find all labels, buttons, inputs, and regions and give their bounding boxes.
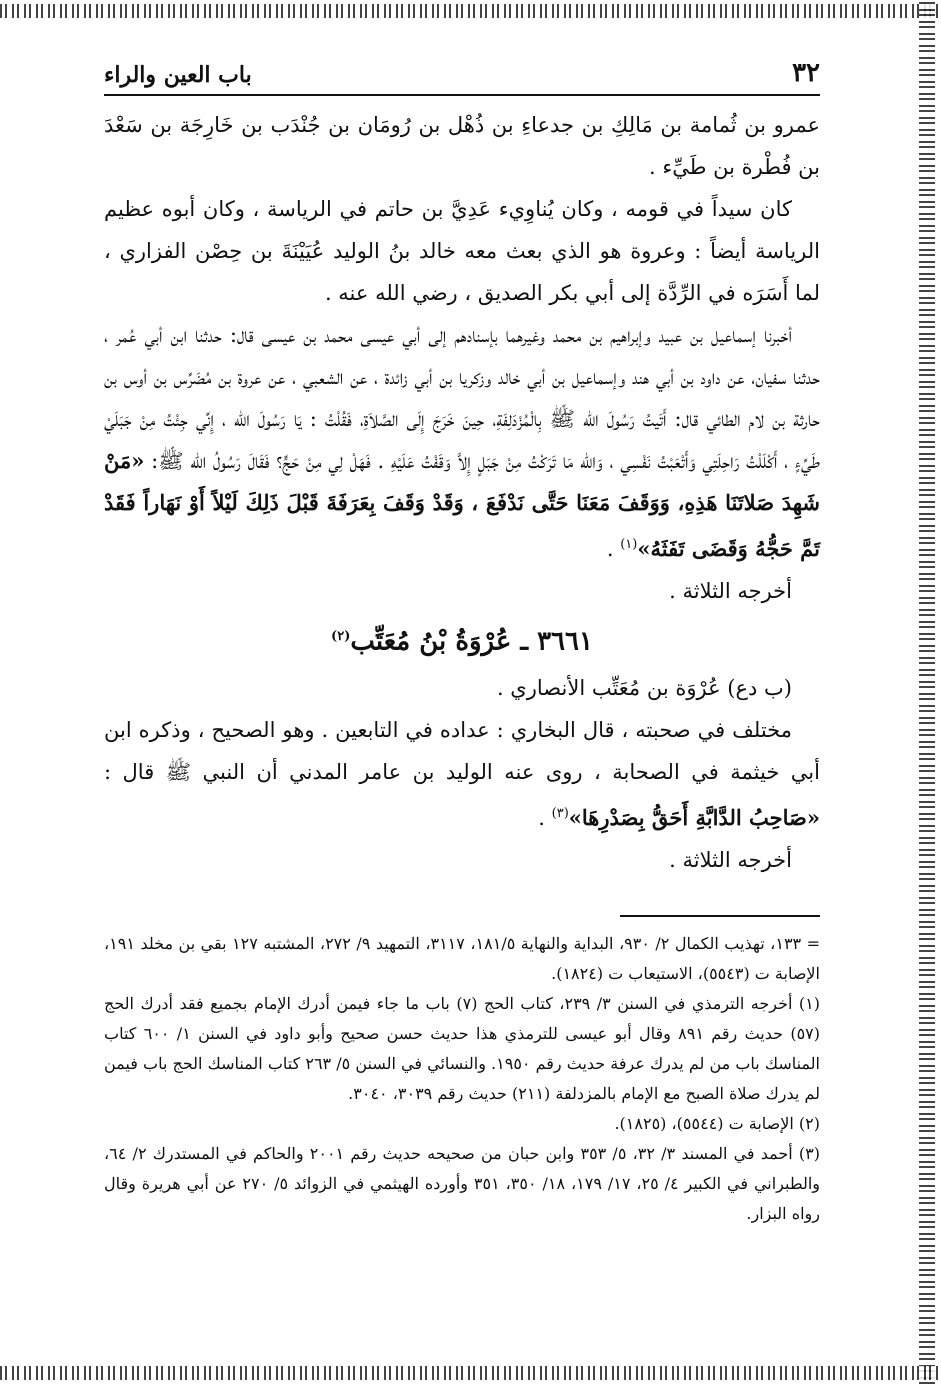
running-header	[104, 58, 820, 96]
entry-title-text: ٣٦٦١ ـ عُرْوَةُ بْنُ مُعَتِّب	[350, 626, 593, 657]
hadith-end: .	[606, 537, 621, 561]
lineage-paragraph: عمرو بن ثُمامة بن مَالِكِ بن جدعاءِ بن ذُهْل بن رُومَان بن جُنْدَب بن خَارِجَة بن سَعْدَ بن فُطْرة بن طَيِّء .	[104, 113, 820, 179]
entry-text: مختلف في صحبته ، قال البخاري : عداده في التابعين . وهو الصحيح ، وذكره ابن أبي خيثمة في الصحابة ، روى عنه الوليد بن عامر المدني أن النبي ﷺ قال :	[104, 717, 820, 784]
footnote-ref-1: (١)	[620, 537, 638, 552]
biography-paragraph: كان سيداً في قومه ، وكان يُناوِيء عَدِيَّ بن حاتم في الرياسة ، وكان أبوه عظيم الرياسة أيضاً : وعروة هو الذي بعث معه خالد بنُ الوليد عُيَيْنَةَ بن حِصْن الفزاري ، لما أَسَرَه في الرِّدَّة إلى أبي بكر الصديق ، رضي الله عنه .	[104, 197, 820, 305]
footnote-ref-2: (٢)	[331, 629, 351, 644]
entry-paragraph	[104, 709, 820, 839]
isnad-text: أخبرنا إسماعيل بن عبيد وإبراهيم بن محمد وغيرهما بإسنادهم إلى أبي عيسى محمد بن عيسى قال: حدثنا ابن أبي عُمر ، حدثنا سفيان، عن داود بن أبي هند وإسماعيل بن أبي خالد وزكريا بن أبي زائدة ، عن الشعبي ، عن عروة بن مُضَرِّس بن أوس بن حارثة بن لام الطائي قال: أَتَيتُ رَسُولَ الله ﷺ بِالْمُزْدَلِفَةِ، حِينَ خَرَجَ إِلَى الصَّلاَةِ، فَقُلْتُ : يَا رَسُولَ الله ، إِنِّي جِئْتُ مِنْ جَبَلَيْ طَيِّءٍ ، أَكْلَلْتُ رَاحِلَتِي وَأَتْعَبْتُ نَفْسِي ، وَالله مَا تَرَكْتُ مِنْ جَبَلٍ إِلاَّ وَقَفْتُ عَلَيْهِ . فَهَلْ لِي مِنْ حَجٍّ؟ فَقَالَ رَسُولُ الله ﷺ:	[104, 323, 820, 473]
hadith-paragraph	[104, 314, 820, 570]
footnotes	[104, 929, 820, 1229]
section-title: باب العين والراء	[104, 62, 252, 88]
decorative-border-top	[0, 0, 941, 22]
takhrij-line-2: أخرجه الثلاثة .	[669, 847, 792, 872]
footnote-separator	[620, 915, 820, 917]
footnote-1: (١) أخرجه الترمذي في السنن ٣/ ٢٣٩، كتاب الحج (٧) باب ما جاء فيمن أدرك الإمام بجميع فقد أدرك الحج (٥٧) حديث رقم ٨٩١ وقال أبو عيسى للترمذي هذا حديث حسن صحيح وأبو داود في السنن ١/ ٦٠٠ كتاب المناسك باب من لم يدرك عرفة حديث رقم ١٩٥٠. والنسائي في السنن ٥/ ٢٦٣ كتاب المناسك الحج باب فيمن لم يدرك صلاة الصبح مع الإمام بالمزدلفة (٢١١) حديث رقم ٣٠٣٩، ٣٠٤٠.	[104, 993, 821, 1103]
entry-hadith-text: «صَاحِبُ الدَّابَّةِ أَحَقُّ بِصَدْرِهَا»	[568, 804, 820, 830]
hadith-text: «مَنْ شَهِدَ صَلاتَنَا هَذِهِ، وَوَقَفَ مَعَنَا حَتَّى نَدْفَعَ ، وَقَدْ وَقَفَ بِعَرَفَةَ قَبْلَ ذَلِكَ لَيْلاً أَوْ نَهَاراً فَقَدْ تَمَّ حَجُّهُ وَقَضَى تَفَثَهُ»	[104, 448, 820, 561]
book-page	[104, 58, 820, 1229]
takhrij-line: أخرجه الثلاثة .	[669, 579, 792, 603]
decorative-border-right	[911, 0, 941, 1384]
footnote-3: (٣) أحمد في المسند ٣/ ٣٢، ٥/ ٣٥٣ وابن حبان من صحيحه حديث رقم ٢٠٠١ والحاكم في المستدرك ٢/ ٦٤، والطبراني في الكبير ٤/ ٢٥، ١٧/ ١٧٩، ١٨/ ٣٥٠، ٣٥١ وأورده الهيثمي في الزوائد ٥/ ٢٧٠ عن أبي هريرة وقال رواه البزار.	[104, 1143, 821, 1223]
footnote-continuation: = ١٣٣، تهذيب الكمال ٢/ ٩٣٠، البداية والنهاية ١٨١/٥، ٣١١٧، التمهيد ٩/ ٢٧٢، المشتبه ١٢٧ بقي بن مخلد ١٩١، الإصابة ت (٥٥٤٣)، الاستيعاب ت (١٨٢٤).	[104, 933, 821, 983]
footnote-2: (٢) الإصابة ت (٥٥٤٤)، (١٨٢٥).	[614, 1113, 820, 1133]
entry-title	[104, 612, 820, 667]
page-number: ٣٢	[792, 58, 820, 88]
entry-end: .	[538, 805, 552, 830]
decorative-border-bottom	[0, 1362, 941, 1384]
entry-sigla-line: (ب دع) عُرْوَة بن مُعَتِّب الأنصاري .	[496, 675, 792, 700]
footnote-ref-3: (٣)	[551, 805, 569, 821]
